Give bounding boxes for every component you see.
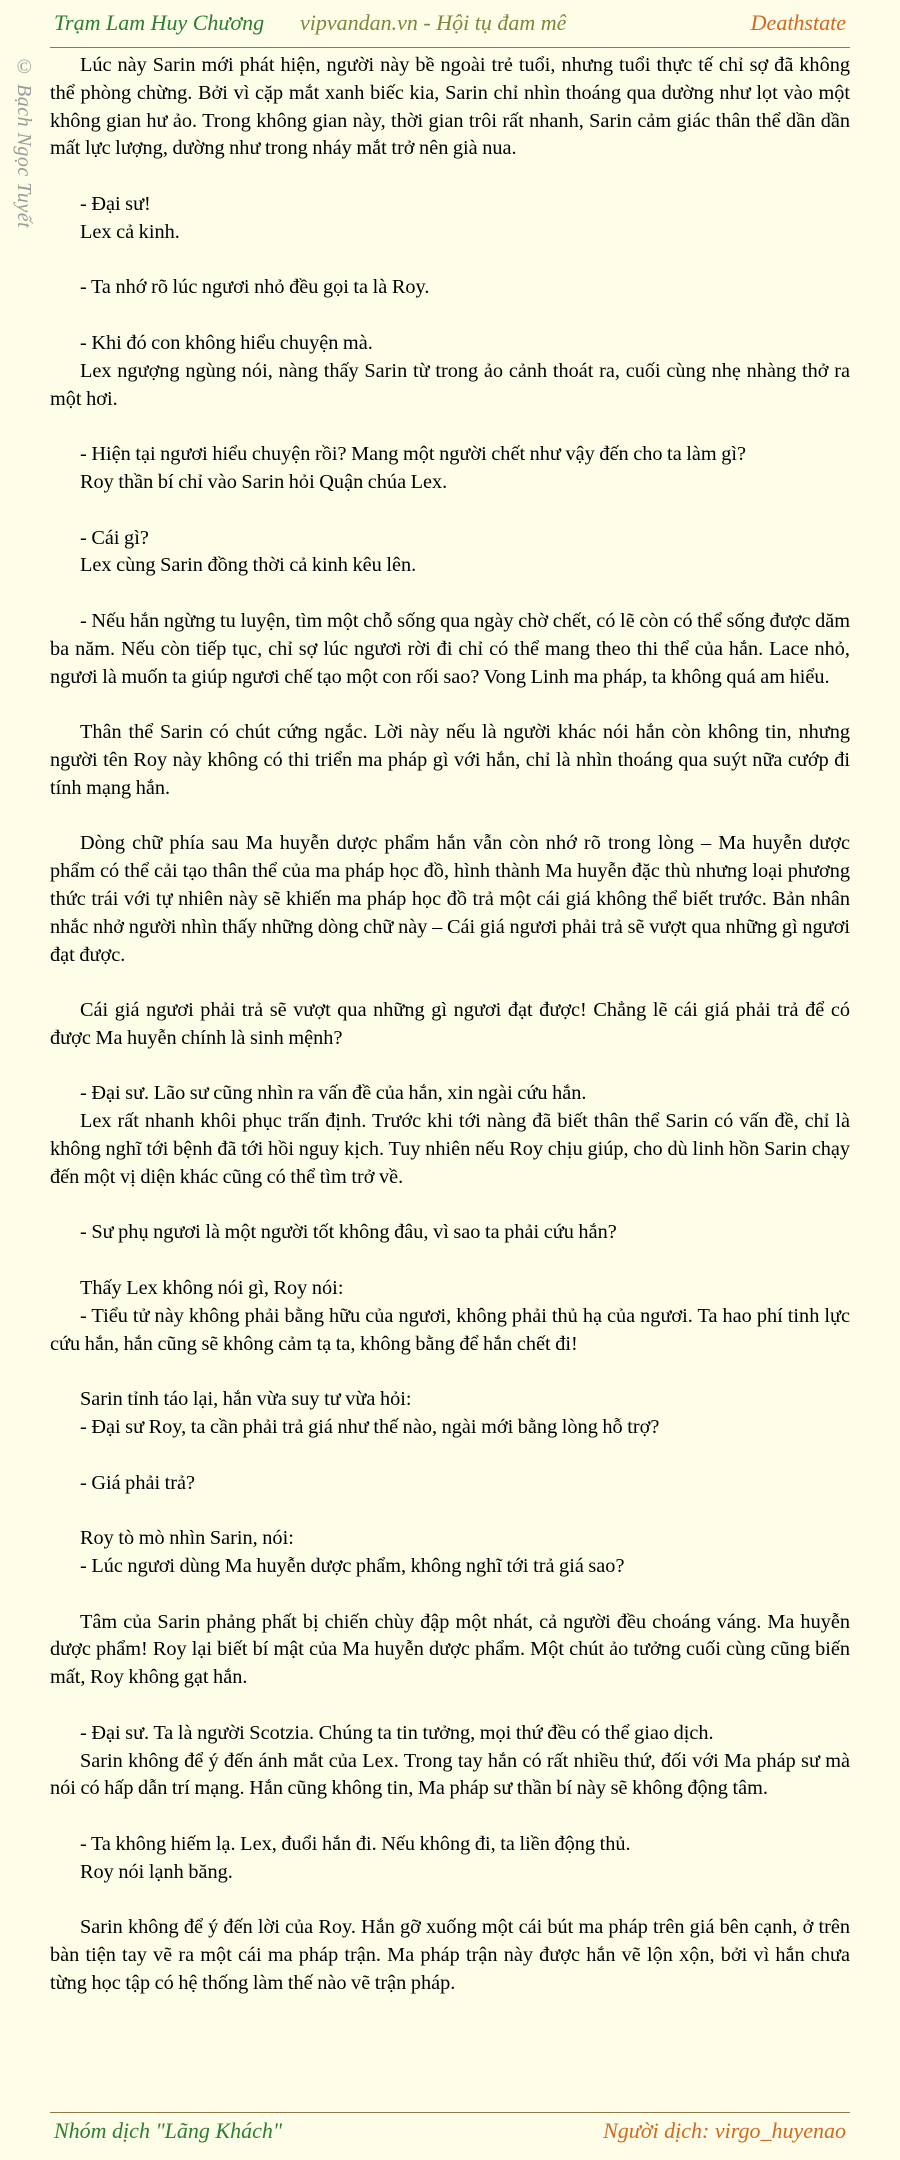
paragraph: Cái giá ngươi phải trả sẽ vượt qua những gì ngươi đạt được! Chẳng lẽ cái giá phải trả để có được Ma huyễn chính là sinh mệnh? xyxy=(50,999,850,1049)
paragraph: Thấy Lex không nói gì, Roy nói: xyxy=(80,1277,344,1300)
paragraph: - Nếu hắn ngừng tu luyện, tìm một chỗ sống qua ngày chờ chết, có lẽ còn có thể sống được dăm ba năm. Nếu còn tiếp tục, chỉ sợ lúc ngươi rời đi chỉ có thể mang theo thi thể của hắn. Lace nhỏ, ngươi là muốn ta giúp ngươi chế tạo một con rối sao? Vong Linh ma pháp, ta không quá am hiểu. xyxy=(50,609,850,688)
paragraph: - Đại sư! xyxy=(80,192,151,215)
paragraph: - Tiểu tử này không phải bằng hữu của ngươi, không phải thủ hạ của ngươi. Ta hao phí tinh lực cứu hắn, hắn cũng sẽ không cảm tạ ta, không bằng để hắn chết đi! xyxy=(50,1304,850,1355)
paragraph: Roy thần bí chỉ vào Sarin hỏi Quận chúa Lex. xyxy=(80,470,448,493)
footer-divider xyxy=(50,2112,850,2113)
paragraph: Sarin tỉnh táo lại, hắn vừa suy tư vừa hỏi: xyxy=(80,1388,412,1411)
group-name: Trạm Lam Huy Chương xyxy=(54,10,265,35)
paragraph: - Cái gì? xyxy=(80,526,149,549)
paragraph: - Lúc ngươi dùng Ma huyễn dược phẩm, không nghĩ tới trả giá sao? xyxy=(80,1555,625,1578)
paragraph: Sarin không để ý đến ánh mắt của Lex. Trong tay hắn có rất nhiều thứ, đối với Ma pháp sư mà nói có hấp dẫn trí mạng. Hắn cũng không tin, Ma pháp sư thần bí này sẽ không động tâm. xyxy=(50,1749,850,1800)
paragraph: Lex ngượng ngùng nói, nàng thấy Sarin từ trong ảo cảnh thoát ra, cuối cùng nhẹ nhàng thở ra một hơi. xyxy=(50,359,850,410)
paragraph: Roy nói lạnh băng. xyxy=(80,1860,233,1883)
paragraph: - Đại sư. Lão sư cũng nhìn ra vấn đề của hắn, xin ngài cứu hắn. xyxy=(80,1082,587,1105)
story-title: Deathstate xyxy=(750,10,846,35)
paragraph: - Khi đó con không hiểu chuyện mà. xyxy=(80,331,373,354)
site-name[interactable]: vipvandan.vn - Hội tụ đam mê xyxy=(300,10,567,35)
translation-group: Nhóm dịch "Lãng Khách" xyxy=(54,2118,283,2143)
paragraph: - Ta nhớ rõ lúc ngươi nhỏ đều gọi ta là Roy. xyxy=(80,276,430,299)
paragraph: Roy tò mò nhìn Sarin, nói: xyxy=(80,1527,294,1550)
paragraph: Sarin không để ý đến lời của Roy. Hắn gỡ xuống một cái bút ma pháp trên giá bên cạnh, ở trên bàn tiện tay vẽ ra một cái ma pháp trận. Ma pháp trận này được hắn vẽ lộn xộn, bởi vì hắn chưa từng học tập có hệ thống làm thế nào vẽ trận pháp. xyxy=(50,1916,850,1994)
paragraph: - Đại sư Roy, ta cần phải trả giá như thế nào, ngài mới bằng lòng hỗ trợ? xyxy=(80,1416,660,1439)
translator-credit: Người dịch: virgo_huyenao xyxy=(603,2118,846,2143)
paragraph: - Đại sư. Ta là người Scotzia. Chúng ta tin tưởng, mọi thứ đều có thể giao dịch. xyxy=(80,1721,714,1744)
chapter-text xyxy=(50,52,850,1998)
header-divider xyxy=(50,47,850,48)
paragraph: Lex cả kinh. xyxy=(80,220,180,243)
paragraph: Thân thể Sarin có chút cứng ngắc. Lời này nếu là người khác nói hắn còn không tin, nhưng người tên Roy này không có thi triển ma pháp gì với hắn, chỉ là nhìn thoáng qua suýt nữa cướp đi tính mạng hắn. xyxy=(50,721,850,799)
paragraph: - Ta không hiếm lạ. Lex, đuổi hắn đi. Nếu không đi, ta liền động thủ. xyxy=(80,1833,631,1855)
paragraph: Tâm của Sarin phảng phất bị chiến chùy đập một nhát, cả người đều choáng váng. Ma huyễn dược phẩm! Roy lại biết bí mật của Ma huyễn dược phẩm. Một chút ảo tưởng cuối cùng cũng biến mất, Roy không gạt hắn. xyxy=(50,1610,850,1689)
paragraph: Lex cùng Sarin đồng thời cả kinh kêu lên. xyxy=(80,554,417,577)
paragraph: Lúc này Sarin mới phát hiện, người này bề ngoài trẻ tuổi, nhưng tuổi thực tế chỉ sợ đã không thể phòng chừng. Bởi vì cặp mắt xanh biếc kia, Sarin chỉ nhìn thoáng qua dường như lọt vào một không gian hư ảo. Trong không gian này, thời gian trôi rất nhanh, Sarin cảm giác thân thể dần dần mất lực lượng, dường như trong nháy mắt trở nên già nua. xyxy=(50,54,850,160)
paragraph: Dòng chữ phía sau Ma huyễn dược phẩm hắn vẫn còn nhớ rõ trong lòng – Ma huyễn dược phẩm có thể cải tạo thân thể của ma pháp học đồ, hình thành Ma huyễn đặc thù nhưng loại phương thức trái với tự nhiên này sẽ khiến ma pháp học đồ trả một cái giá không thể biết trước. Bản nhân nhắc nhở người nhìn thấy những dòng chữ này – Cái giá ngươi phải trả sẽ vượt qua những gì ngươi đạt được. xyxy=(50,832,850,966)
paragraph: - Giá phải trả? xyxy=(80,1471,196,1494)
page-header xyxy=(50,0,850,48)
paragraph: Lex rất nhanh khôi phục trấn định. Trước khi tới nàng đã biết thân thể Sarin có vấn đề, chỉ là không nghĩ tới bệnh đã tới hồi nguy kịch. Tuy nhiên nếu Roy chịu giúp, cho dù linh hồn Sarin chạy đến một vị diện khác cũng có thể tìm trở về. xyxy=(50,1110,850,1188)
paragraph: - Sư phụ ngươi là một người tốt không đâu, vì sao ta phải cứu hắn? xyxy=(80,1221,617,1244)
side-credit: © Bạch Ngọc Tuyết xyxy=(13,56,35,229)
paragraph: - Hiện tại ngươi hiểu chuyện rồi? Mang một người chết như vậy đến cho ta làm gì? xyxy=(80,443,747,466)
